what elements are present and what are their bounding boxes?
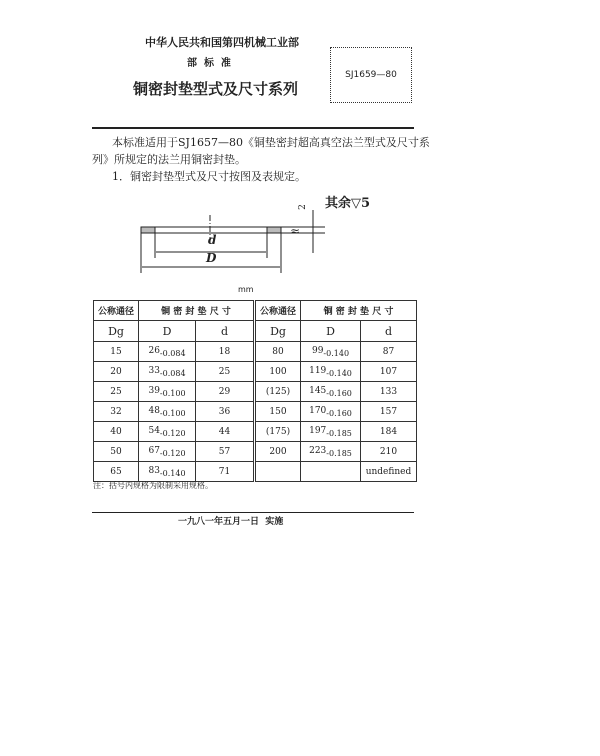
table-row: 65 $83_{-0.140}$ 71 undefined — [94, 462, 417, 482]
svg-text:≈: ≈ — [290, 224, 301, 238]
outer-diameter: 223 — [309, 445, 327, 456]
tolerance: -0.084 — [159, 348, 186, 358]
tolerance: -0.160 — [326, 408, 352, 418]
tolerance: -0.140 — [323, 348, 350, 358]
nominal-diameter: 100 — [269, 366, 287, 377]
paragraph-line: 列》所规定的法兰用铜密封垫。 — [92, 153, 246, 166]
nominal-diameter: 150 — [269, 406, 287, 417]
header-gasket-size: 铜 密 封 垫 尺 寸 — [139, 301, 255, 321]
outer-diameter: 170 — [309, 405, 327, 416]
inner-diameter: 87 — [382, 346, 395, 357]
tolerance: -0.140 — [159, 468, 186, 478]
gasket-drawing — [120, 185, 340, 285]
inner-diameter: 133 — [379, 386, 398, 397]
thickness-label: 2 — [297, 204, 308, 210]
tolerance: -0.185 — [326, 448, 352, 458]
tolerance: -0.140 — [326, 368, 352, 378]
inner-diameter: 157 — [379, 406, 398, 417]
standard-number: SJ1659—80 — [345, 70, 397, 80]
label-d: d — [208, 233, 217, 247]
tolerance: -0.100 — [159, 388, 186, 398]
outer-diameter: 99 — [311, 345, 324, 356]
table-row — [94, 362, 417, 382]
inner-diameter: 25 — [218, 366, 231, 377]
table-note: 注：括号内规格为限制采用规格。 — [93, 481, 213, 490]
outer-diameter: 119 — [309, 365, 327, 376]
nominal-diameter: 25 — [110, 386, 122, 397]
nominal-diameter: 40 — [110, 426, 122, 437]
outer-diameter: 48 — [148, 405, 160, 416]
nominal-diameter: (125) — [265, 386, 291, 397]
outer-diameter: 26 — [148, 345, 160, 356]
nominal-diameter: (175) — [265, 426, 291, 437]
inner-diameter: 29 — [218, 386, 231, 397]
nominal-diameter: 80 — [272, 346, 284, 357]
tolerance: -0.185 — [326, 428, 352, 438]
nominal-diameter: 32 — [110, 406, 122, 417]
nominal-diameter: 65 — [110, 466, 122, 477]
ministry-name: 中华人民共和国第四机械工业部 — [145, 36, 299, 49]
inner-diameter: 44 — [218, 426, 231, 437]
document-title: 铜密封垫型式及尺寸系列 — [133, 80, 299, 98]
surface-roughness-note: 其余▽5 — [325, 196, 371, 211]
tolerance: -0.120 — [159, 448, 186, 458]
header-Dg: Dg — [255, 321, 301, 342]
outer-diameter: 145 — [309, 385, 327, 396]
table-row — [94, 442, 417, 462]
outer-diameter: 83 — [148, 465, 160, 476]
header-nominal-diameter: 公称通径 — [255, 301, 301, 321]
footer-divider — [92, 512, 414, 513]
nominal-diameter: 20 — [110, 366, 122, 377]
nominal-diameter: 200 — [269, 446, 287, 457]
inner-diameter: 71 — [218, 466, 231, 477]
header-gasket-size: 铜 密 封 垫 尺 寸 — [301, 301, 417, 321]
outer-diameter: 54 — [148, 425, 160, 436]
label-D: D — [206, 251, 217, 265]
header-d: d — [361, 321, 417, 342]
tolerance: -0.120 — [159, 428, 186, 438]
tolerance: -0.160 — [326, 388, 352, 398]
gasket-section-left — [141, 227, 155, 233]
unit-label: mm — [238, 285, 254, 294]
effective-date: 一九八一年五月一日 实施 — [178, 517, 284, 527]
header-Dg: Dg — [94, 321, 139, 342]
paragraph-line: 本标准适用于SJ1657—80《铜垫密封超高真空法兰型式及尺寸系 — [112, 136, 430, 149]
nominal-diameter: 15 — [110, 346, 122, 357]
inner-diameter: 57 — [218, 446, 231, 457]
standard-number-box — [330, 47, 412, 103]
header-d: d — [196, 321, 255, 342]
tolerance: -0.084 — [159, 368, 186, 378]
outer-diameter: 197 — [309, 425, 327, 436]
standard-type: 部 标 准 — [187, 58, 231, 69]
inner-diameter: 210 — [379, 446, 398, 457]
table-row — [94, 382, 417, 402]
header-divider — [92, 127, 414, 129]
header-D: D — [301, 321, 361, 342]
gasket-section-right — [267, 227, 281, 233]
outer-diameter: 39 — [148, 385, 160, 396]
paragraph-item-1: 1．铜密封垫型式及尺寸按图及表规定。 — [112, 170, 306, 183]
tolerance: -0.100 — [159, 408, 186, 418]
header-nominal-diameter: 公称通径 — [94, 301, 139, 321]
inner-diameter: 107 — [379, 366, 398, 377]
table-row — [94, 342, 417, 362]
inner-diameter: 36 — [218, 406, 231, 417]
nominal-diameter: 50 — [110, 446, 122, 457]
outer-diameter: 33 — [148, 365, 160, 376]
gasket-size-table — [93, 300, 417, 482]
header-D: D — [139, 321, 196, 342]
table-row — [94, 402, 417, 422]
inner-diameter: 184 — [379, 426, 398, 437]
table-row — [94, 422, 417, 442]
inner-diameter: 18 — [218, 346, 231, 357]
outer-diameter: 67 — [148, 445, 160, 456]
